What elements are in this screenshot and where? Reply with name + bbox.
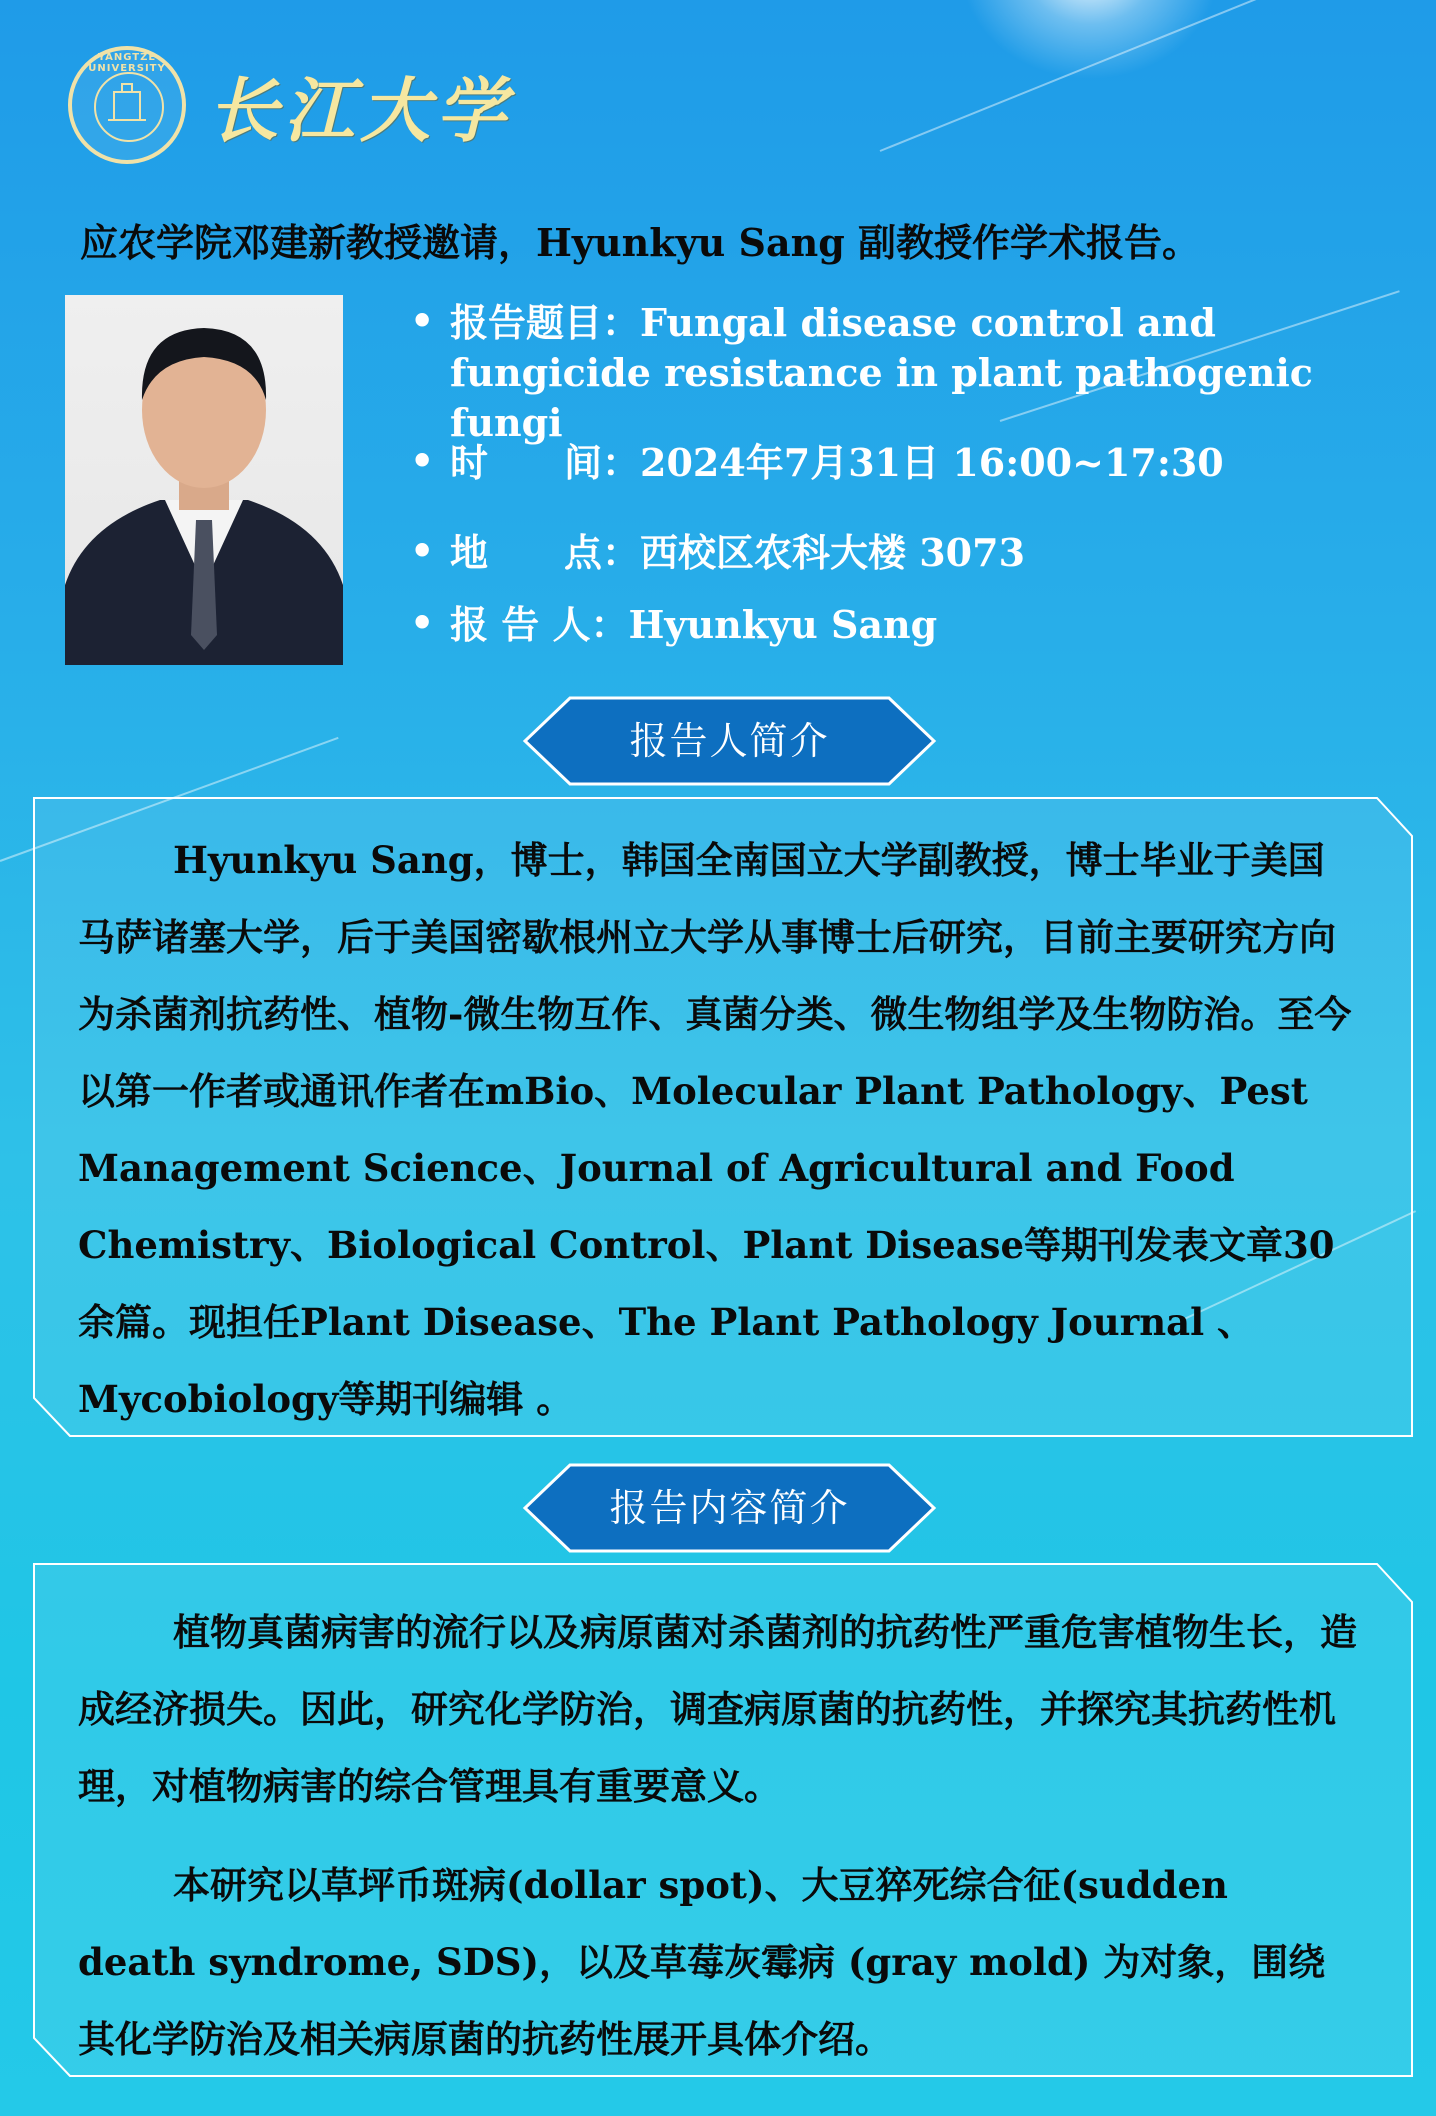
- bullet-icon: •: [410, 298, 435, 343]
- talk-abstract-paragraph-1: 植物真菌病害的流行以及病原菌对杀菌剂的抗药性严重危害植物生长，造成经济损失。因此，研究化学防治，调查病原菌的抗药性，并探究其抗药性机理，对植物病害的综合管理具有重要意义。: [78, 1610, 1357, 1808]
- speaker-value: Hyunkyu Sang: [628, 602, 938, 647]
- university-logo: [68, 46, 512, 164]
- talk-abstract-text-block: [78, 1594, 1358, 2078]
- talk-abstract-banner: [522, 1462, 937, 1554]
- time-value: 2024年7月31日 16:00~17:30: [640, 440, 1224, 485]
- seal-text: YANGTZE UNIVERSITY: [88, 52, 166, 74]
- bullet-icon: •: [410, 438, 435, 483]
- speaker-bio-text-block: [78, 822, 1358, 1438]
- bullet-icon: •: [410, 528, 435, 573]
- talk-abstract-title: 报告内容简介: [609, 1486, 850, 1530]
- university-seal-icon: [68, 46, 186, 164]
- speaker-photo: [65, 295, 343, 665]
- place-value: 西校区农科大楼 3073: [640, 530, 1026, 575]
- bullet-icon: •: [410, 600, 435, 645]
- light-glow: [960, 0, 1220, 80]
- speaker-bio-text: Hyunkyu Sang，博士，韩国全南国立大学副教授，博士毕业于美国马萨诸塞大学，后于美国密歇根州立大学从事博士后研究，目前主要研究方向为杀菌剂抗药性、植物-微生物互作、真菌分类、微生物组学及生物防治。至今以第一作者或通讯作者在mBio、Molecular Plant Pathology、Pest Management Science、Journal of Agricultural and Food Chemistry、Biological Control、Plant Disease等期刊发表文章30余篇。现担任Plant Disease、The Plant Pathology Journal 、Mycobiology等期刊编辑 。: [78, 838, 1352, 1421]
- topic-label: 报告题目：: [450, 300, 641, 345]
- speaker-bio-title: 报告人简介: [629, 719, 830, 763]
- speaker-label: 报 告 人：: [450, 602, 629, 647]
- university-name: 长江大学: [208, 68, 512, 152]
- invitation-line: 应农学院邓建新教授邀请，Hyunkyu Sang 副教授作学术报告。: [80, 220, 1201, 265]
- talk-abstract-paragraph-2: 本研究以草坪币斑病(dollar spot)、大豆猝死综合征(sudden death syndrome, SDS)，以及草莓灰霉病 (gray mold) 为对象，围绕其化学防治及相关病原菌的抗药性展开具体介绍。: [78, 1863, 1326, 2061]
- topic-value: Fungal disease control and fungicide resistance in plant pathogenic fungi: [450, 300, 1313, 445]
- speaker-bio-banner: [522, 695, 937, 787]
- place-label: 地 点：: [450, 530, 641, 575]
- time-label: 时 间：: [450, 440, 641, 485]
